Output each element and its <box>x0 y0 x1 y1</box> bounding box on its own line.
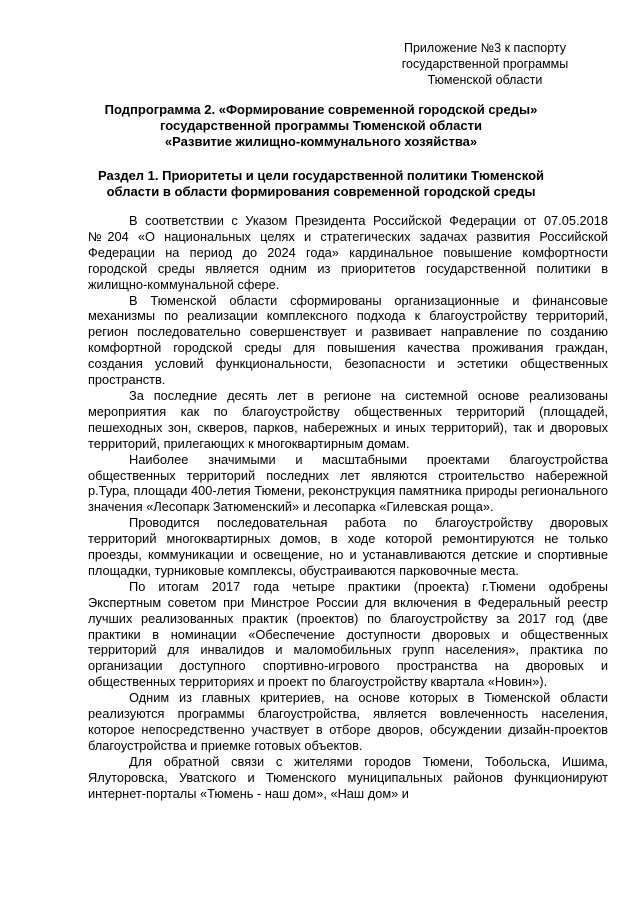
paragraph: Для обратной связи с жителями городов Тюмени, Тобольска, Ишима, Ялуторовска, Уватского и Тюменского муниципальных районов функционируют интернет-порталы «Тюмень - наш дом», «Наш дом» и <box>88 753 608 801</box>
subprogram-title-line: государственной программы Тюменской области <box>160 118 482 133</box>
paragraph: В Тюменской области сформированы организационные и финансовые механизмы по реализации комплексного подхода к благоустройству территорий, регион последовательно совершенствует и развивает направление по созданию комфортной городской среды для повышения качества проживания граждан, создания условий функциональности, безопасности и эстетики общественных пространств. <box>88 292 608 388</box>
paragraph: За последние десять лет в регионе на системной основе реализованы мероприятия как по благоустройству общественных территорий (площадей, пешеходных зон, скверов, парков, набережных и иных территорий), так и дворовых территорий, прилегающих к многоквартирным домам. <box>88 387 608 451</box>
subprogram-title-line: «Развитие жилищно-коммунального хозяйства» <box>164 134 478 149</box>
paragraph: Одним из главных критериев, на основе которых в Тюменской области реализуются программы благоустройства, является вовлеченность населения, которое непосредственно участвует в отборе дворов, обсуждении дизайн-проектов благоустройства и приемке готовых объектов. <box>88 690 608 753</box>
subprogram-title-line: Подпрограмма 2. «Формирование современной городской среды» <box>104 102 538 117</box>
appendix-line: Тюменской области <box>427 73 543 87</box>
paragraph: По итогам 2017 года четыре практики (проекта) г.Тюмени одобрены Экспертным советом при Минстрое России для включения в Федеральный реестр лучших реализованных практик (проектов) по благоустройству за 2017 год (две практики в номинации «Обеспечение доступности дворовых и общественных территорий для инвалидов и маломобильных групп населения», практика по организации доступного спортивно-игрового пространства на дворовых и общественных территориях и проект по благоустройству квартала «Новин»). <box>88 578 608 690</box>
paragraph: В соответствии с Указом Президента Российской Федерации от 07.05.2018 №204 «О национальных целях и стратегических задачах развития Российской Федерации на период до 2024 года» кардинальное повышение комфортности городской среды является одним из приоритетов государственной политики в жилищно-коммунальной сфере. <box>88 213 608 292</box>
body-text <box>88 213 608 802</box>
appendix-note <box>380 40 590 88</box>
paragraph: Проводится последовательная работа по благоустройству дворовых территорий многоквартирных домов, в ходе которой ремонтируются не только проезды, коммуникации и освещение, но и устанавливаются детские и спортивные площадки, турниковые комплексы, обустраиваются парковочные места. <box>88 515 608 578</box>
section-heading-line: области в области формирования современной городской среды <box>106 184 536 199</box>
paragraph: Наиболее значимыми и масштабными проектами благоустройства общественных территорий последних лет являются строительство набережной р.Тура, площади 400-летия Тюмени, реконструкция памятника природы регионального значения «Лесопарк Затюменский» и лесопарка «Гилевская роща». <box>88 451 608 515</box>
appendix-line: государственной программы <box>401 57 569 71</box>
appendix-line: Приложение №3 к паспорту <box>403 41 567 55</box>
section-heading-line: Раздел 1. Приоритеты и цели государственной политики Тюменской <box>97 168 545 183</box>
section-heading <box>60 168 582 200</box>
subprogram-title <box>60 102 582 150</box>
